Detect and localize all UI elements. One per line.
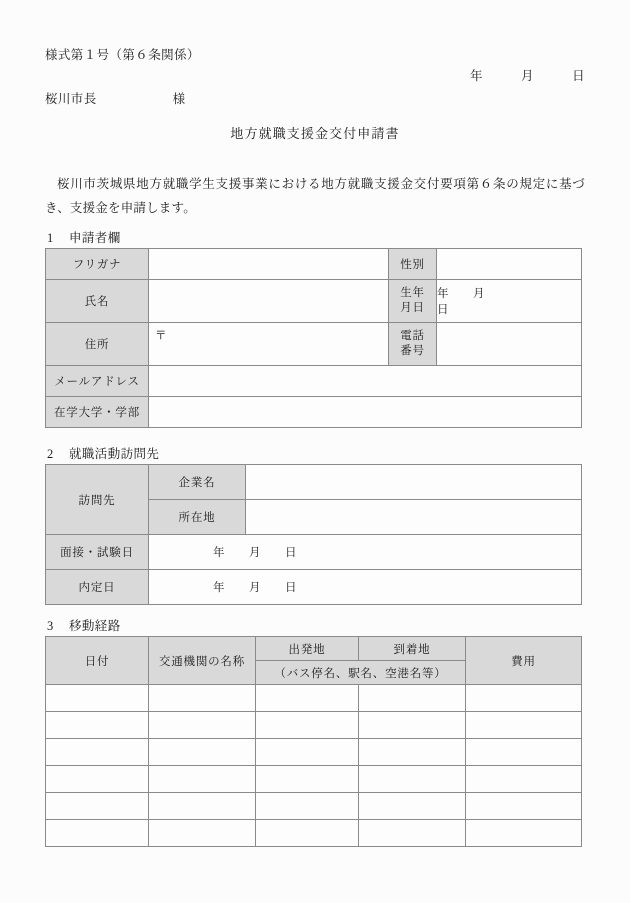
route-cell-transport[interactable] (149, 712, 256, 739)
birthdate-label-line2: 月日 (400, 302, 425, 314)
date-year-label: 年 (470, 69, 483, 83)
interview-month-label: 月 (249, 547, 261, 559)
route-cell-departure[interactable] (256, 739, 359, 766)
offer-ymd-inner (213, 579, 321, 595)
document-date-line (470, 66, 585, 84)
section-2-caption (47, 444, 159, 462)
table-row (46, 397, 582, 428)
birthdate-year-label: 年 (437, 288, 449, 300)
date-day-label: 日 (572, 69, 585, 83)
school-value[interactable] (149, 397, 582, 428)
interview-year-label: 年 (213, 547, 225, 559)
company-name-value[interactable] (246, 465, 582, 500)
route-cell-cost[interactable] (466, 712, 582, 739)
interview-date-label: 面接・試験日 (46, 535, 149, 570)
col-header-date: 日付 (46, 637, 149, 685)
birthdate-value[interactable] (437, 280, 582, 323)
col-header-place-note: （バス停名、駅名、空港名等） (256, 661, 466, 685)
route-cell-cost[interactable] (466, 685, 582, 712)
phone-label-line2: 番号 (400, 345, 425, 357)
birthdate-month-label: 月 (473, 288, 485, 300)
phone-label (389, 323, 437, 366)
route-cell-transport[interactable] (149, 820, 256, 847)
route-cell-arrival[interactable] (359, 820, 466, 847)
table-row (46, 766, 582, 793)
section-1-title: 申請者欄 (69, 231, 121, 245)
table-row (46, 820, 582, 847)
travel-route-table (45, 636, 582, 847)
table-row (46, 739, 582, 766)
route-cell-cost[interactable] (466, 793, 582, 820)
route-cell-date[interactable] (46, 712, 149, 739)
route-cell-arrival[interactable] (359, 793, 466, 820)
col-header-departure: 出発地 (256, 637, 359, 661)
table-row (46, 685, 582, 712)
section-1-number: 1 (47, 231, 54, 245)
email-value[interactable] (149, 366, 582, 397)
email-label: メールアドレス (46, 366, 149, 397)
phone-label-line1: 電話 (400, 330, 425, 342)
col-header-arrival: 到着地 (359, 637, 466, 661)
page-title: 地方就職支援金交付申請書 (230, 126, 400, 141)
route-cell-departure[interactable] (256, 766, 359, 793)
route-cell-transport[interactable] (149, 739, 256, 766)
table-row (46, 280, 582, 323)
route-cell-arrival[interactable] (359, 712, 466, 739)
visit-destination-table (45, 464, 582, 605)
table-row (46, 465, 582, 500)
route-cell-cost[interactable] (466, 820, 582, 847)
interview-ymd (149, 544, 581, 560)
route-cell-arrival[interactable] (359, 766, 466, 793)
table-row (46, 712, 582, 739)
address-label: 住所 (46, 323, 149, 366)
offer-date-value[interactable] (149, 570, 582, 605)
addressee-name: 桜川市長 (45, 92, 97, 106)
gender-label: 性別 (389, 249, 437, 280)
section-1-caption (47, 228, 121, 246)
route-cell-cost[interactable] (466, 766, 582, 793)
company-location-value[interactable] (246, 500, 582, 535)
table-header-row (46, 637, 582, 661)
birthdate-label (389, 280, 437, 323)
route-cell-transport[interactable] (149, 793, 256, 820)
addressee-honorific: 様 (172, 92, 186, 106)
birthdate-ymd (437, 285, 581, 317)
table-row (46, 366, 582, 397)
col-header-transport: 交通機関の名称 (149, 637, 256, 685)
addressee-line (45, 89, 186, 107)
section-2-title: 就職活動訪問先 (69, 447, 160, 461)
applicant-table (45, 248, 582, 428)
postal-mark-icon: 〒 (155, 330, 168, 342)
birthdate-ymd-inner (437, 285, 539, 317)
route-cell-transport[interactable] (149, 685, 256, 712)
travel-route-body (46, 685, 582, 847)
offer-ymd (149, 579, 581, 595)
intro-paragraph: 桜川市茨城県地方就職学生支援事業における地方就職支援金交付要項第６条の規定に基づき、支援金を申請します。 (45, 177, 585, 215)
col-header-cost: 費用 (466, 637, 582, 685)
birthdate-day-label: 日 (437, 304, 449, 316)
birthdate-label-line1: 生年 (400, 287, 425, 299)
address-value[interactable] (149, 323, 389, 366)
section-2-number: 2 (47, 447, 54, 461)
table-row (46, 249, 582, 280)
offer-date-label: 内定日 (46, 570, 149, 605)
company-location-label: 所在地 (149, 500, 246, 535)
offer-month-label: 月 (249, 582, 261, 594)
route-cell-date[interactable] (46, 820, 149, 847)
route-cell-date[interactable] (46, 739, 149, 766)
school-label: 在学大学・学部 (46, 397, 149, 428)
section-3-number: 3 (47, 619, 54, 633)
route-cell-transport[interactable] (149, 766, 256, 793)
table-row (46, 535, 582, 570)
gender-value[interactable] (437, 249, 582, 280)
name-label: 氏名 (46, 280, 149, 323)
route-cell-departure[interactable] (256, 685, 359, 712)
furigana-value[interactable] (149, 249, 389, 280)
route-cell-arrival[interactable] (359, 685, 466, 712)
table-row (46, 570, 582, 605)
route-cell-arrival[interactable] (359, 739, 466, 766)
route-cell-departure[interactable] (256, 820, 359, 847)
route-cell-departure[interactable] (256, 793, 359, 820)
name-value[interactable] (149, 280, 389, 323)
company-name-label: 企業名 (149, 465, 246, 500)
section-3-title: 移動経路 (69, 619, 121, 633)
date-month-label: 月 (521, 69, 534, 83)
table-row (46, 793, 582, 820)
furigana-label: フリガナ (46, 249, 149, 280)
section-3-caption (47, 616, 121, 634)
table-row (46, 323, 582, 366)
route-cell-date[interactable] (46, 766, 149, 793)
route-cell-cost[interactable] (466, 739, 582, 766)
interview-ymd-inner (213, 544, 321, 560)
interview-date-value[interactable] (149, 535, 582, 570)
interview-day-label: 日 (285, 547, 297, 559)
route-cell-date[interactable] (46, 793, 149, 820)
offer-year-label: 年 (213, 582, 225, 594)
offer-day-label: 日 (285, 582, 297, 594)
phone-value[interactable] (437, 323, 582, 366)
route-cell-date[interactable] (46, 685, 149, 712)
visit-label: 訪問先 (46, 465, 149, 535)
route-cell-departure[interactable] (256, 712, 359, 739)
form-number: 様式第１号（第６条関係） (45, 48, 200, 62)
